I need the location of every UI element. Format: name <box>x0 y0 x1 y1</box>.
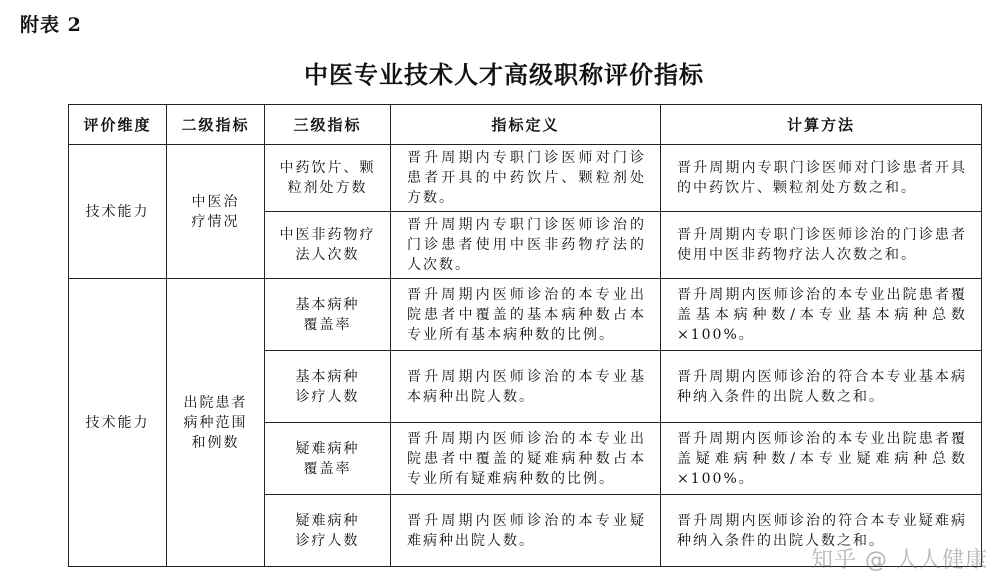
header-tertiary: 三级指标 <box>265 105 391 145</box>
watermark: 知乎 @ 人人健康 <box>811 548 988 573</box>
secondary-cell: 出院患者病种范围和例数 <box>167 279 265 567</box>
method-cell: 晋升周期内专职门诊医师对门诊患者开具的中药饮片、颗粒剂处方数之和。 <box>661 145 982 212</box>
method-cell: 晋升周期内专职门诊医师诊治的门诊患者使用中医非药物疗法人次数之和。 <box>661 212 982 279</box>
table-row <box>69 279 982 351</box>
table-row <box>69 145 982 212</box>
method-cell: 晋升周期内医师诊治的符合本专业基本病种纳入条件的出院人数之和。 <box>661 351 982 423</box>
tertiary-cell: 基本病种覆盖率 <box>265 279 391 351</box>
dimension-cell: 技术能力 <box>69 145 167 279</box>
definition-cell: 晋升周期内专职门诊医师诊治的门诊患者使用中医非药物疗法的人次数。 <box>391 212 661 279</box>
header-dimension: 评价维度 <box>69 105 167 145</box>
header-definition: 指标定义 <box>391 105 661 145</box>
method-cell: 晋升周期内医师诊治的本专业出院患者覆盖基本病种数/本专业基本病种总数×100%。 <box>661 279 982 351</box>
tertiary-cell: 中医非药物疗法人次数 <box>265 212 391 279</box>
page-title: 中医专业技术人才高级职称评价指标 <box>304 60 704 89</box>
definition-cell: 晋升周期内专职门诊医师对门诊患者开具的中药饮片、颗粒剂处方数。 <box>391 145 661 212</box>
method-cell: 晋升周期内医师诊治的符合本专业疑难病种纳入条件的出院人数之和。 <box>661 495 982 567</box>
tertiary-cell: 疑难病种覆盖率 <box>265 423 391 495</box>
definition-cell: 晋升周期内医师诊治的本专业基本病种出院人数。 <box>391 351 661 423</box>
definition-cell: 晋升周期内医师诊治的本专业出院患者中覆盖的疑难病种数占本专业所有疑难病种数的比例。 <box>391 423 661 495</box>
appendix-label: 附表 2 <box>20 14 82 36</box>
definition-cell: 晋升周期内医师诊治的本专业疑难病种出院人数。 <box>391 495 661 567</box>
tertiary-cell: 中药饮片、颗粒剂处方数 <box>265 145 391 212</box>
table-header-row <box>69 105 982 145</box>
header-method: 计算方法 <box>661 105 982 145</box>
secondary-cell: 中医治疗情况 <box>167 145 265 279</box>
tertiary-cell: 基本病种诊疗人数 <box>265 351 391 423</box>
header-secondary: 二级指标 <box>167 105 265 145</box>
dimension-cell: 技术能力 <box>69 279 167 567</box>
definition-cell: 晋升周期内医师诊治的本专业出院患者中覆盖的基本病种数占本专业所有基本病种数的比例。 <box>391 279 661 351</box>
evaluation-table <box>68 104 982 567</box>
tertiary-cell: 疑难病种诊疗人数 <box>265 495 391 567</box>
method-cell: 晋升周期内医师诊治的本专业出院患者覆盖疑难病种数/本专业疑难病种总数×100%。 <box>661 423 982 495</box>
